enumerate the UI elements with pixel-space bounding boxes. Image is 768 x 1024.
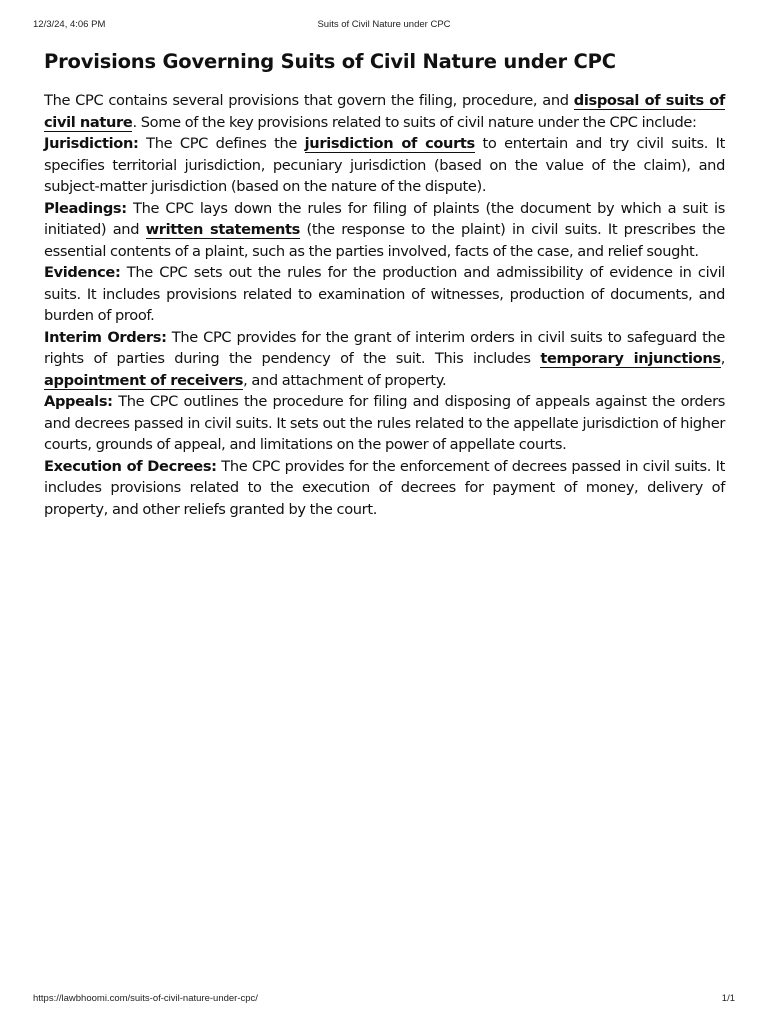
intro-text-end: . Some of the key provisions related to suits of civil nature under the CPC include: [132, 113, 697, 131]
interim-orders-separator: , [720, 350, 725, 367]
link-written-statements[interactable]: written statements [145, 221, 301, 238]
link-appointment-of-receivers[interactable]: appointment of receivers [44, 371, 244, 389]
jurisdiction-term: Jurisdiction: [44, 135, 139, 152]
jurisdiction-text: The CPC defines the [138, 135, 305, 152]
jurisdiction-paragraph [44, 133, 725, 198]
link-temporary-injunctions[interactable]: temporary injunctions [540, 350, 721, 367]
print-date: 12/3/24, 4:06 PM [33, 19, 106, 30]
link-jurisdiction-of-courts[interactable]: jurisdiction of courts [304, 135, 475, 152]
page-number: 1/1 [721, 993, 735, 1004]
pleadings-paragraph [44, 198, 725, 263]
execution-term: Execution of Decrees: [44, 457, 217, 475]
print-title: Suits of Civil Nature under CPC [317, 19, 451, 30]
evidence-text: The CPC sets out the rules for the production and admissibility of evidence in civil suits. It includes provisions related to examination of witnesses, production of documents, and burden of proof. [44, 264, 725, 324]
print-header [33, 19, 735, 31]
print-footer [33, 993, 735, 1005]
page-title: Provisions Governing Suits of Civil Nature under CPC [44, 50, 616, 73]
pleadings-text: The CPC lays down the rules for filing of plaints (the document by which a suit is initiated) and [44, 199, 725, 238]
article-content [44, 48, 725, 520]
appeals-text: The CPC outlines the procedure for filing and disposing of appeals against the orders and decrees passed in civil suits. It sets out the rules related to the appellate jurisdiction of higher courts, grounds of appeal, and limitations on the power of appellate courts. [44, 393, 725, 453]
pleadings-term: Pleadings: [44, 199, 127, 217]
evidence-term: Evidence: [44, 264, 121, 281]
evidence-paragraph [44, 262, 725, 327]
pleadings-text-end: (the response to the plaint) in civil suits. It prescribes the essential contents of a plaint, such as the parties involved, facts of the case, and relief sought. [44, 221, 725, 260]
interim-orders-text-end: , and attachment of property. [243, 371, 447, 389]
print-url: https://lawbhoomi.com/suits-of-civil-nature-under-cpc/ [33, 993, 258, 1004]
jurisdiction-text-end: to entertain and try civil suits. It specifies territorial jurisdiction, pecuniary jurisdiction (based on the value of the claim), and subject-matter jurisdiction (based on the nature of the dispute). [44, 135, 725, 195]
execution-text: The CPC provides for the enforcement of decrees passed in civil suits. It includes provisions related to the execution of decrees for payment of money, delivery of property, and other reliefs granted by the court. [44, 457, 725, 518]
appeals-term: Appeals: [44, 393, 113, 410]
intro-text: The CPC contains several provisions that govern the filing, procedure, and [44, 92, 574, 109]
intro-paragraph [44, 90, 725, 133]
interim-orders-paragraph [44, 327, 725, 392]
interim-orders-term: Interim Orders: [44, 328, 167, 346]
execution-paragraph [44, 456, 725, 521]
link-disposal-of-suits[interactable]: disposal of suits of civil nature [44, 92, 725, 131]
appeals-paragraph [44, 391, 725, 456]
interim-orders-text: The CPC provides for the grant of interim orders in civil suits to safeguard the rights of parties during the pendency of the suit. This includes [44, 328, 725, 367]
